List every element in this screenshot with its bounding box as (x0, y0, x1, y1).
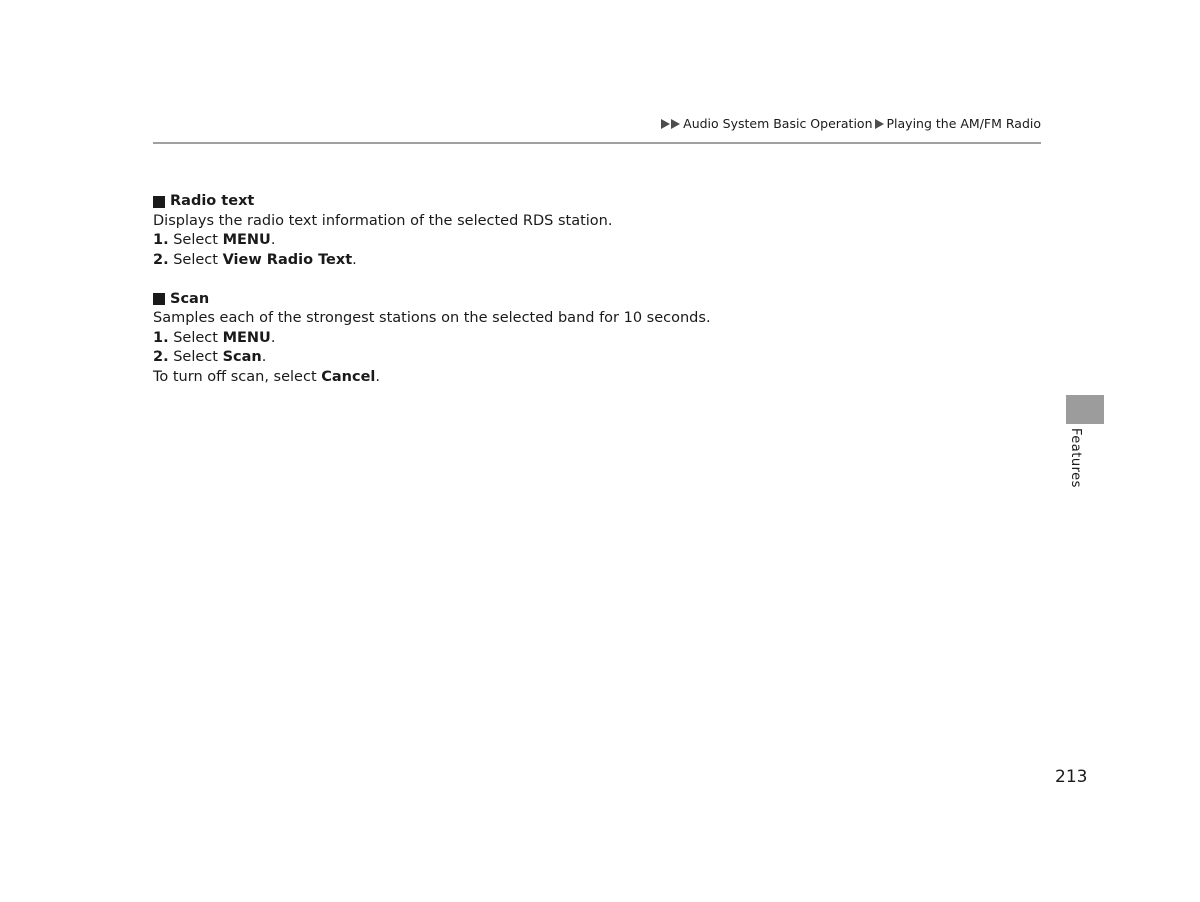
step-prefix: Select (173, 329, 218, 346)
chapter-tab-label: Features (1068, 428, 1083, 488)
note-suffix: . (375, 368, 381, 385)
breadcrumb-arrow-icon (671, 119, 680, 129)
step-suffix: . (261, 349, 267, 365)
step-item (153, 329, 1033, 349)
breadcrumb-item-am-fm-radio[interactable]: Playing the AM/FM Radio (886, 116, 1041, 131)
main-content (153, 192, 1033, 387)
step-target: MENU (222, 329, 271, 346)
step-item (153, 231, 1033, 251)
step-prefix: Select (173, 251, 218, 268)
section-description: Samples each of the strongest stations on the selected band for 10 seconds. (153, 310, 711, 326)
step-number: 2. (153, 349, 169, 365)
step-suffix: . (352, 251, 357, 268)
step-prefix: Select (173, 349, 218, 365)
section-description: Displays the radio text information of the selected RDS station. (153, 212, 613, 229)
section-title-radio-text (153, 192, 1033, 212)
section-title-label: Radio text (170, 193, 255, 209)
section-note (153, 368, 1033, 388)
step-item (153, 348, 1033, 368)
step-suffix: . (270, 329, 276, 346)
step-item (153, 251, 1033, 271)
breadcrumb-item-audio-system[interactable]: Audio System Basic Operation (683, 116, 873, 131)
header-divider (153, 142, 1041, 144)
step-target: Scan (222, 349, 262, 365)
square-bullet-icon (153, 196, 165, 208)
step-number: 1. (153, 232, 169, 248)
breadcrumb-arrow-icon (875, 119, 884, 129)
chapter-tab[interactable] (1066, 395, 1104, 424)
step-prefix: Select (173, 232, 218, 248)
note-target: Cancel (321, 368, 376, 385)
section-spacer (153, 270, 1033, 290)
page-number: 213 (1055, 767, 1088, 787)
step-number: 1. (153, 329, 169, 346)
square-bullet-icon (153, 293, 165, 305)
breadcrumb-arrow-icon (661, 119, 670, 129)
step-target: View Radio Text (222, 251, 353, 268)
step-number: 2. (153, 251, 169, 268)
section-title-scan (153, 290, 1033, 310)
section-title-label: Scan (170, 290, 210, 307)
breadcrumb (661, 116, 1041, 131)
step-suffix: . (270, 232, 276, 248)
step-target: MENU (222, 232, 271, 248)
note-prefix: To turn off scan, select (153, 368, 317, 385)
